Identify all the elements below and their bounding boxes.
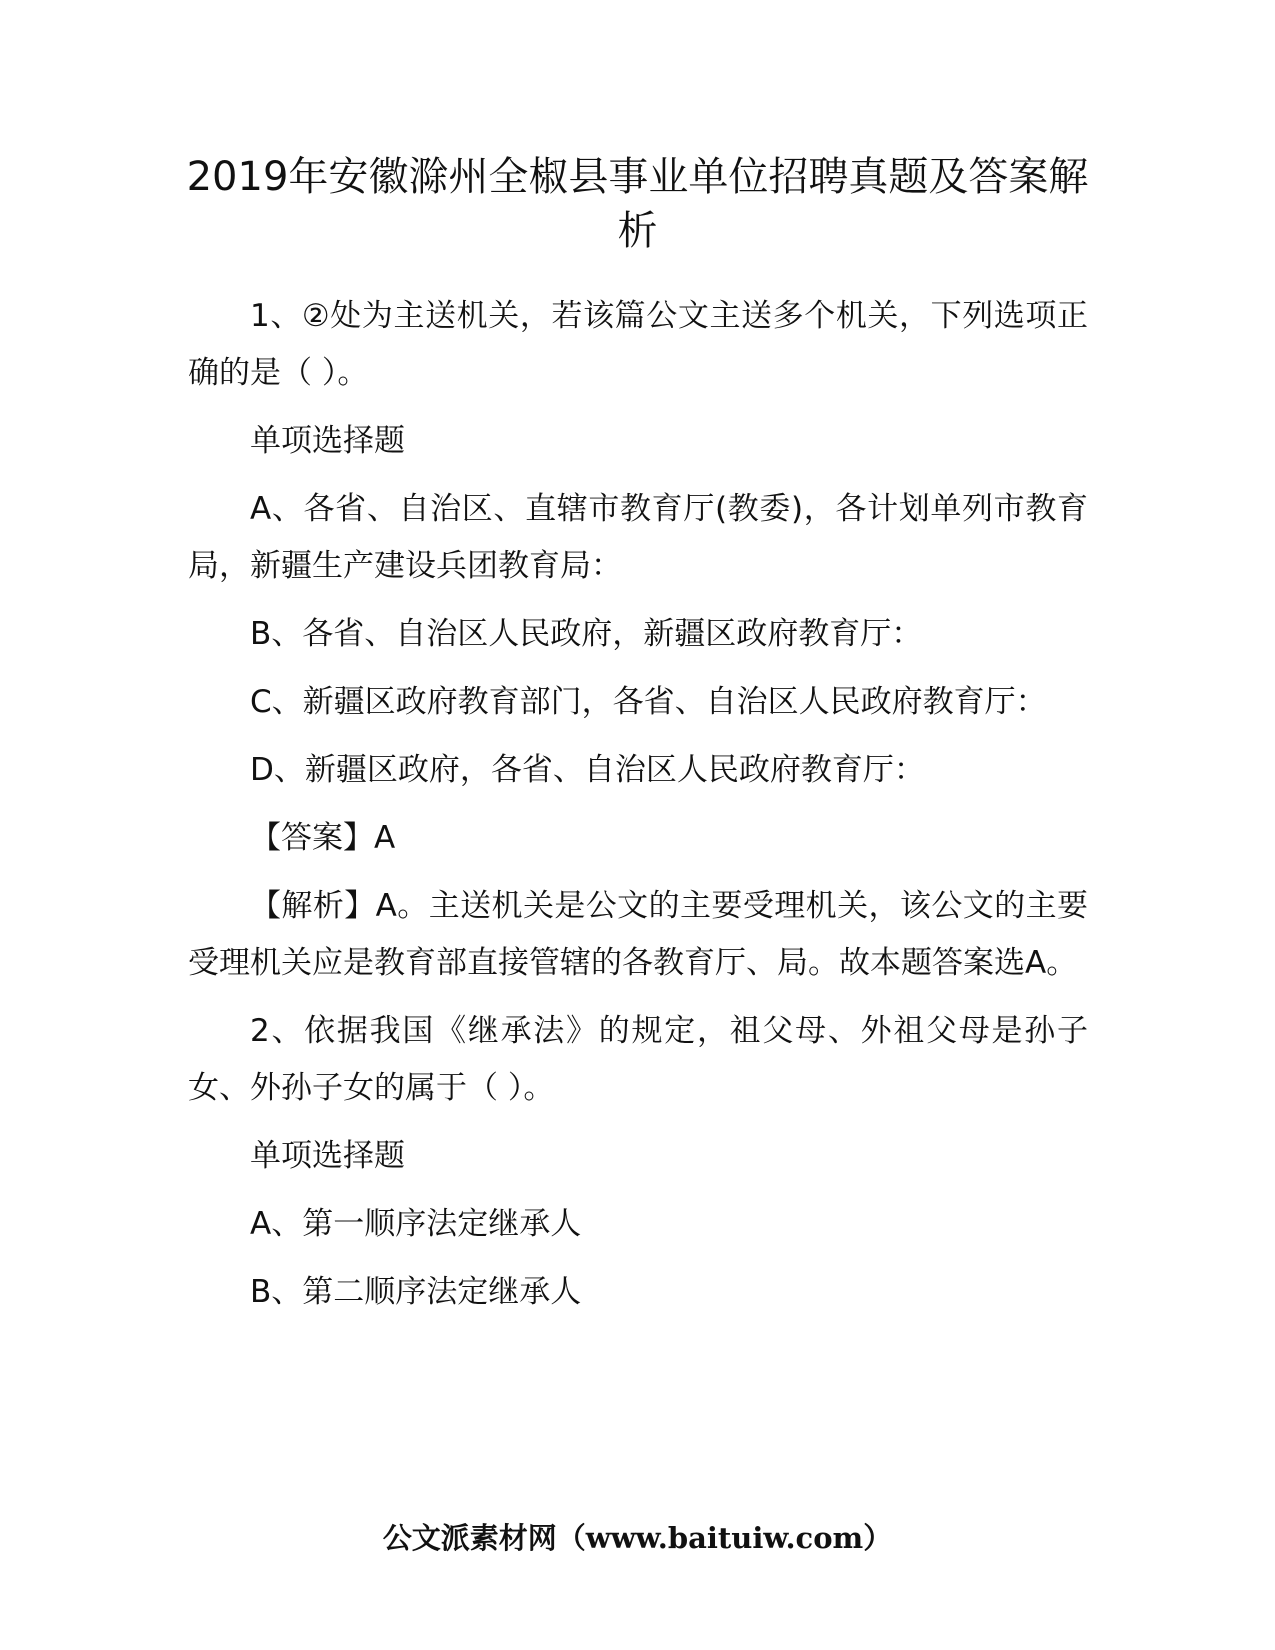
question-2-option-b: B、第二顺序法定继承人: [250, 1274, 582, 1310]
question-1-option-a: A、各省、自治区、直辖市教育厅(教委)，各计划单列市教育局，新疆生产建设兵团教育局：: [188, 491, 1088, 584]
question-1-option-b: B、各省、自治区人民政府，新疆区政府教育厅：: [250, 616, 923, 652]
question-2-stem: 2、依据我国《继承法》的规定，祖父母、外祖父母是孙子女、外孙子女的属于（ ）。: [188, 1013, 1088, 1106]
question-1-option-c: C、新疆区政府教育部门，各省、自治区人民政府教育厅：: [250, 684, 1047, 720]
document-body: [188, 288, 1088, 1332]
question-1-answer: 【答案】A: [250, 820, 396, 856]
question-1-analysis: 【解析】A。主送机关是公文的主要受理机关，该公文的主要受理机关应是教育部直接管辖的各教育厅、局。故本题答案选A。: [188, 888, 1088, 981]
question-1-type: 单项选择题: [250, 423, 405, 459]
document-title: 2019年安徽滁州全椒县事业单位招聘真题及答案解析: [186, 154, 1089, 254]
question-2-type: 单项选择题: [250, 1138, 405, 1174]
question-1-stem: 1、②处为主送机关，若该篇公文主送多个机关，下列选项正确的是（ ）。: [188, 298, 1088, 391]
question-1-option-d: D、新疆区政府，各省、自治区人民政府教育厅：: [250, 752, 925, 788]
page-footer: 公文派素材网（www.baituiw.com）: [382, 1521, 893, 1555]
question-2-option-a: A、第一顺序法定继承人: [250, 1206, 582, 1242]
